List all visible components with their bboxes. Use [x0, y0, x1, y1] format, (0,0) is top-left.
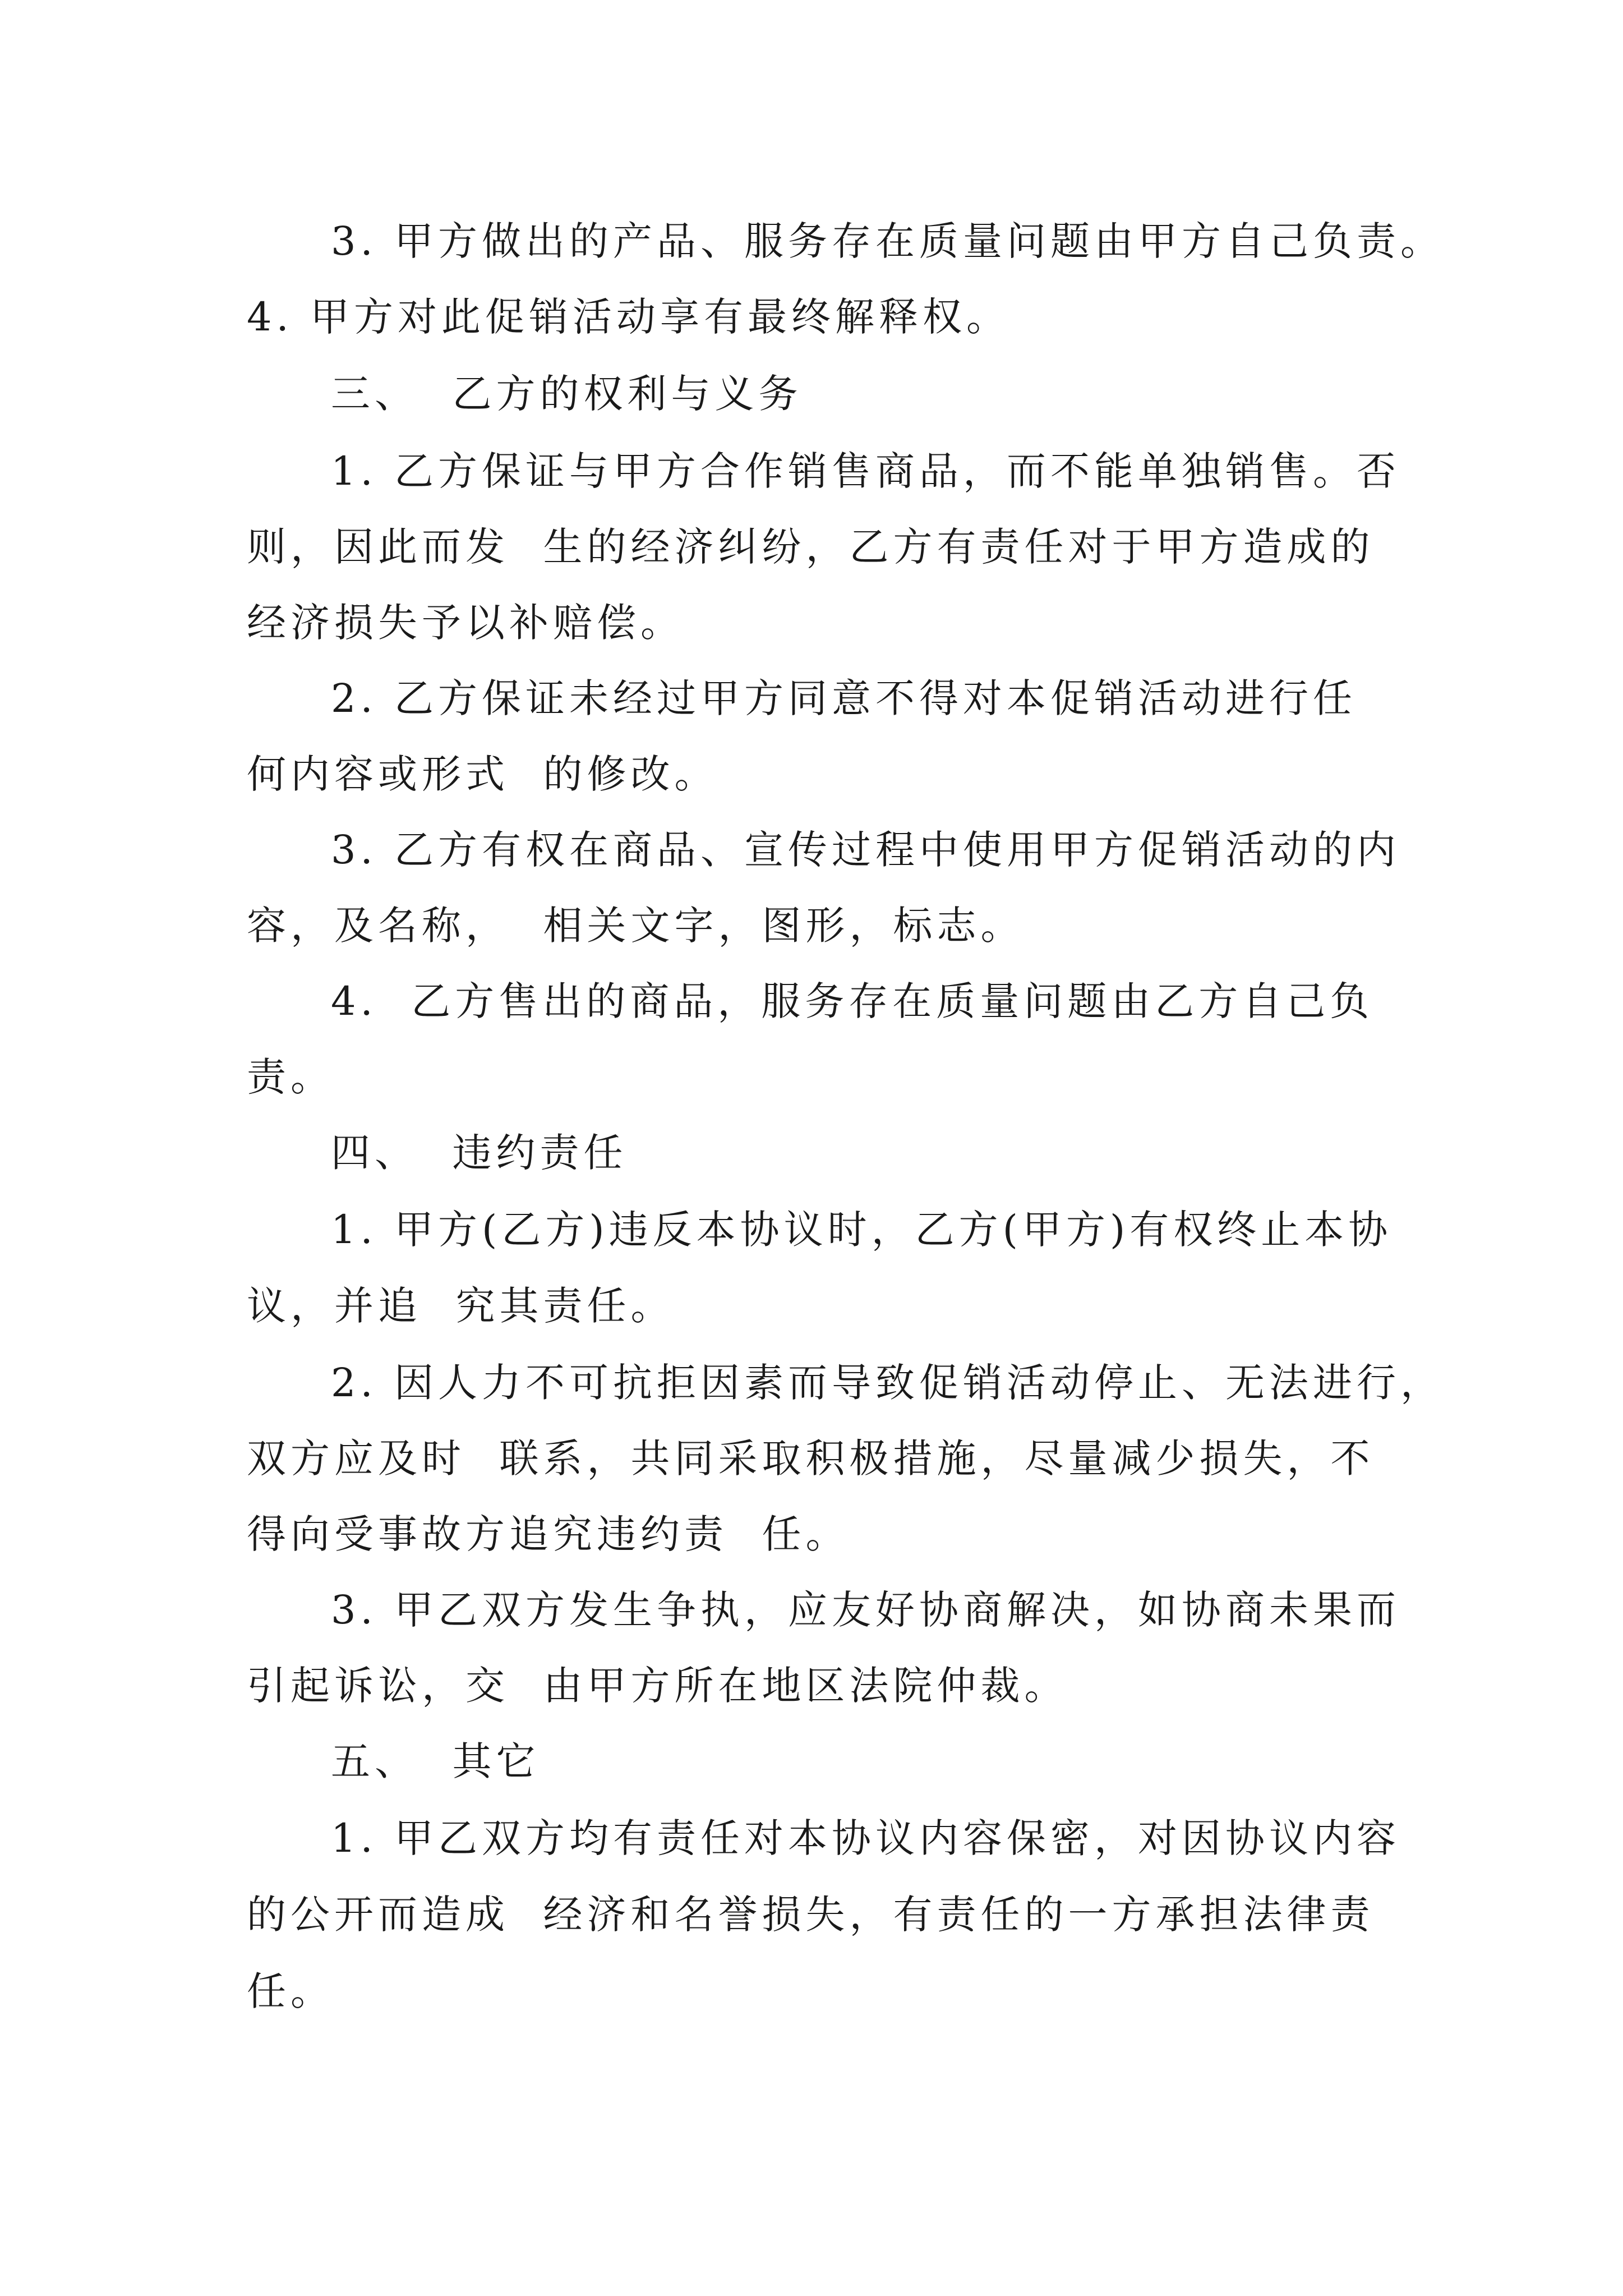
text-line: 4. 乙方售出的商品，服务存在质量问题由乙方自己负	[331, 978, 1374, 1024]
text-line: 2. 乙方保证未经过甲方同意不得对本促销活动进行任	[331, 675, 1357, 721]
text-line: 双方应及时 联系，共同采取积极措施，尽量减少损失，不	[247, 1435, 1375, 1481]
text-line: 何内容或形式 的修改。	[247, 751, 718, 797]
text-line: 任。	[247, 1968, 334, 2014]
section-heading: 四、 违约责任	[331, 1130, 628, 1176]
text-line: 得向受事故方追究违约责 任。	[247, 1511, 850, 1557]
text-line: 议，并追 究其责任。	[247, 1283, 675, 1329]
text-line: 4. 甲方对此促销活动享有最终解释权。	[247, 294, 1011, 340]
text-line: 则，因此而发 生的经济纠纷，乙方有责任对于甲方造成的	[247, 524, 1375, 570]
text-line: 1. 甲乙双方均有责任对本协议内容保密，对因协议内容	[331, 1815, 1401, 1861]
section-heading: 五、 其它	[331, 1738, 540, 1784]
text-line: 的公开而造成 经济和名誉损失，有责任的一方承担法律责	[247, 1892, 1375, 1938]
text-line: 3. 乙方有权在商品、宣传过程中使用甲方促销活动的内	[331, 827, 1401, 873]
text-line: 容，及名称， 相关文字，图形，标志。	[247, 903, 1025, 949]
text-line: 2. 因人力不可抗拒因素而导致促销活动停止、无法进行，	[331, 1360, 1445, 1406]
text-line: 1. 乙方保证与甲方合作销售商品，而不能单独销售。否	[331, 448, 1401, 494]
text-line: 1. 甲方(乙方)违反本协议时，乙方(甲方)有权终止本协	[331, 1207, 1393, 1253]
text-line: 3. 甲方做出的产品、服务存在质量问题由甲方自己负责。	[331, 218, 1445, 264]
text-line: 经济损失予以补赔偿。	[247, 600, 684, 646]
text-line: 引起诉讼，交 由甲方所在地区法院仲裁。	[247, 1663, 1068, 1709]
text-line: 3. 甲乙双方发生争执，应友好协商解决，如协商未果而	[331, 1587, 1401, 1633]
section-heading: 三、 乙方的权利与义务	[331, 371, 803, 417]
text-line: 责。	[247, 1054, 334, 1100]
